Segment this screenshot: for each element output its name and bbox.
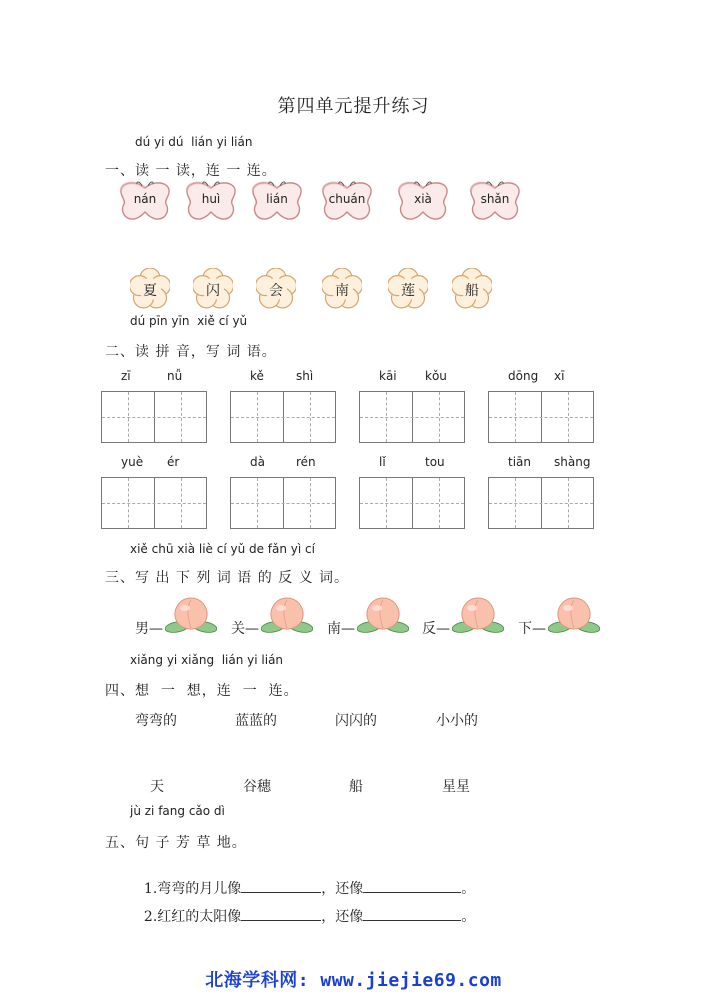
grid-guide (489, 503, 593, 504)
q4-bottom-word: 天 (150, 779, 164, 795)
writing-grid[interactable] (359, 477, 465, 529)
peach-icon (357, 594, 409, 636)
butterfly-pinyin: huì (201, 192, 221, 206)
q4-bottom-word: 谷穗 (243, 779, 271, 795)
flower-character: 南 (335, 283, 349, 299)
antonym-word: 下— (518, 621, 546, 637)
antonym-word: 反— (422, 621, 450, 637)
flower-card[interactable] (388, 268, 428, 310)
antonym-word: 南— (327, 621, 355, 637)
q4-heading: 四、想 一 想，连 一 连。 (105, 683, 299, 699)
q2-heading: 二、读 拼 音，写 词 语。 (105, 344, 277, 360)
peach-icon (548, 594, 600, 636)
sentence-1-start: 1.弯弯的月儿像 (143, 881, 242, 897)
butterfly-card[interactable] (396, 180, 450, 222)
flower-character: 夏 (143, 283, 157, 299)
butterfly-card[interactable] (250, 180, 304, 222)
grid-guide (231, 503, 335, 504)
butterfly-pinyin: chuán (328, 192, 366, 206)
butterfly-pinyin: lián (266, 192, 288, 206)
flower-card[interactable] (193, 268, 233, 310)
peach-answer-box[interactable] (165, 594, 217, 636)
flower-character: 船 (465, 283, 479, 299)
q3-heading: 三、写 出 下 列 词 语 的 反 义 词。 (105, 570, 350, 586)
butterfly-card[interactable] (118, 180, 172, 222)
peach-answer-box[interactable] (548, 594, 600, 636)
q5-heading: 五、句 子 芳 草 地。 (105, 835, 247, 851)
writing-grid[interactable] (488, 477, 594, 529)
flower-character: 会 (269, 283, 283, 299)
butterfly-card[interactable] (468, 180, 522, 222)
grid-guide (102, 503, 206, 504)
grid-pinyin: kāi (379, 369, 397, 383)
grid-pinyin: yuè (121, 455, 144, 469)
sentence-2-start: 2.红红的太阳像 (143, 909, 242, 925)
butterfly-pinyin: xià (414, 192, 432, 206)
grid-pinyin: shì (296, 369, 314, 383)
grid-pinyin: xī (554, 369, 565, 383)
q4-top-word: 小小的 (436, 713, 478, 729)
q4-top-word: 蓝蓝的 (235, 713, 277, 729)
sentence-2-end: 。 (461, 909, 476, 925)
grid-pinyin: dōng (508, 369, 539, 383)
peach-answer-box[interactable] (357, 594, 409, 636)
sentence-2-mid: ，还像 (321, 909, 364, 925)
q1-pinyin: dú yi dú lián yi lián (135, 135, 253, 149)
grid-pinyin: ér (167, 455, 180, 469)
grid-pinyin: kě (250, 369, 264, 383)
flower-character: 闪 (206, 283, 220, 299)
q4-bottom-word: 船 (349, 779, 363, 795)
writing-grid[interactable] (101, 391, 207, 443)
flower-card[interactable] (322, 268, 362, 310)
grid-pinyin: nǚ (167, 369, 183, 383)
grid-guide (231, 417, 335, 418)
q4-top-word: 闪闪的 (335, 713, 377, 729)
grid-guide (102, 417, 206, 418)
butterfly-pinyin: nán (133, 192, 157, 206)
grid-pinyin: kǒu (425, 369, 447, 383)
answer-blank[interactable] (241, 906, 321, 921)
writing-grid[interactable] (488, 391, 594, 443)
butterfly-card[interactable] (320, 180, 374, 222)
q4-pinyin: xiǎng yi xiǎng lián yi lián (130, 653, 284, 667)
peach-icon (452, 594, 504, 636)
peach-icon (165, 594, 217, 636)
q1-heading: 一、读 一 读，连 一 连。 (105, 163, 277, 179)
flower-character: 莲 (401, 283, 415, 299)
grid-pinyin: shàng (554, 455, 591, 469)
grid-pinyin: lǐ (379, 455, 386, 469)
grid-guide (489, 417, 593, 418)
grid-pinyin: dà (250, 455, 265, 469)
antonym-word: 男— (135, 621, 163, 637)
flower-card[interactable] (130, 268, 170, 310)
grid-pinyin: tou (425, 455, 445, 469)
footer-watermark: 北海学科网: www.jiejie69.com (205, 970, 502, 991)
grid-guide (360, 503, 464, 504)
sentence-1-end: 。 (461, 881, 476, 897)
grid-pinyin: rén (296, 455, 316, 469)
q2-pinyin: dú pīn yīn xiě cí yǔ (130, 314, 248, 328)
writing-grid[interactable] (101, 477, 207, 529)
answer-blank[interactable] (363, 906, 461, 921)
writing-grid[interactable] (230, 391, 336, 443)
q5-pinyin: jù zi fang cǎo dì (130, 804, 225, 818)
flower-card[interactable] (452, 268, 492, 310)
butterfly-card[interactable] (184, 180, 238, 222)
peach-answer-box[interactable] (261, 594, 313, 636)
grid-guide (360, 417, 464, 418)
q4-bottom-word: 星星 (442, 779, 470, 795)
writing-grid[interactable] (230, 477, 336, 529)
butterfly-pinyin: shǎn (480, 192, 510, 206)
q4-top-word: 弯弯的 (135, 713, 177, 729)
flower-card[interactable] (256, 268, 296, 310)
sentence-2 (135, 890, 475, 926)
grid-pinyin: zī (121, 369, 131, 383)
page-title: 第四单元提升练习 (277, 96, 430, 117)
sentence-1-mid: ，还像 (321, 881, 364, 897)
peach-answer-box[interactable] (452, 594, 504, 636)
q3-pinyin: xiě chū xià liè cí yǔ de fǎn yì cí (130, 542, 315, 556)
antonym-word: 关— (231, 621, 259, 637)
grid-pinyin: tiān (508, 455, 531, 469)
peach-icon (261, 594, 313, 636)
writing-grid[interactable] (359, 391, 465, 443)
